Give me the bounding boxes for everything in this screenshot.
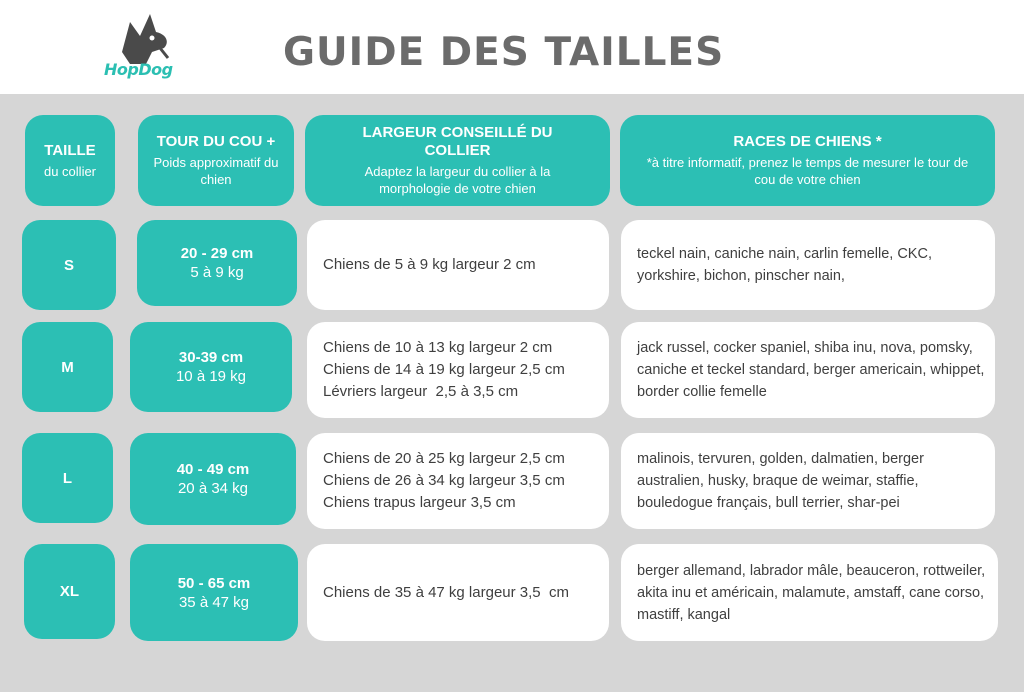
column-header-neck	[138, 115, 294, 206]
breeds-text: teckel nain, caniche nain, carlin femelle, CKC, yorkshire, bichon, pinscher nain,	[637, 246, 932, 284]
neck-range: 40 - 49 cm	[176, 461, 250, 478]
column-header-breeds	[620, 115, 995, 206]
column-header-width-title: LARGEUR CONSEILLÉ DU COLLIER	[362, 124, 553, 159]
size-cell-s	[22, 220, 116, 310]
page-header	[0, 0, 1024, 94]
weight-range: 10 à 19 kg	[175, 368, 247, 385]
weight-range: 35 à 47 kg	[178, 593, 250, 611]
size-label: XL	[59, 583, 80, 600]
column-header-breeds-title: RACES DE CHIENS *	[733, 133, 882, 150]
column-header-breeds-subtitle: *à titre informatif, prenez le temps de mesurer le tour de cou de votre chien	[646, 155, 969, 187]
column-header-size	[25, 115, 115, 206]
weight-range: 20 à 34 kg	[177, 480, 249, 497]
size-cell-l	[22, 433, 113, 523]
breeds-cell-m	[621, 322, 995, 418]
neck-cell-s	[137, 220, 297, 306]
breeds-text: malinois, tervuren, golden, dalmatien, berger australien, husky, braque de weimar, staffie, bouledogue français, bull terrier, shar-pei	[637, 451, 924, 511]
width-line: Chiens de 35 à 47 kg largeur 3,5 cm	[323, 583, 569, 601]
neck-range: 50 - 65 cm	[177, 574, 251, 592]
column-header-neck-title: TOUR DU COU +	[156, 133, 276, 150]
neck-cell-l	[130, 433, 296, 525]
width-line: Chiens de 5 à 9 kg largeur 2 cm	[323, 256, 536, 273]
neck-cell-xl	[130, 544, 298, 641]
breeds-cell-s	[621, 220, 995, 310]
size-label: L	[62, 469, 73, 487]
width-line: Chiens de 20 à 25 kg largeur 2,5 cm	[323, 450, 565, 467]
page-title: GUIDE DES TAILLES	[283, 30, 725, 75]
column-header-size-subtitle: du collier	[43, 163, 97, 179]
weight-range: 5 à 9 kg	[190, 264, 244, 281]
width-cell-xl	[307, 544, 609, 641]
size-label: S	[63, 256, 74, 274]
width-line: Chiens de 26 à 34 kg largeur 3,5 cm	[323, 472, 565, 489]
size-cell-xl	[24, 544, 115, 639]
width-cell-s	[307, 220, 609, 310]
column-header-neck-subtitle: Poids approximatif du chien	[153, 155, 279, 187]
neck-range: 30-39 cm	[178, 349, 244, 366]
breeds-cell-l	[621, 433, 995, 529]
column-header-size-title: TAILLE	[44, 141, 96, 159]
width-cell-m	[307, 322, 609, 418]
neck-range: 20 - 29 cm	[180, 245, 254, 262]
column-header-width-subtitle: Adaptez la largeur du collier à la morphologie de votre chien	[364, 164, 551, 196]
neck-cell-m	[130, 322, 292, 412]
width-cell-l	[307, 433, 609, 529]
size-cell-m	[22, 322, 113, 412]
size-label: M	[61, 358, 74, 376]
width-line: Chiens de 14 à 19 kg largeur 2,5 cm	[323, 361, 565, 378]
logo-text: HopDog	[104, 60, 173, 79]
breeds-text: berger allemand, labrador mâle, beauceron, rottweiler, akita inu et américain, malamute, amstaff, cane corso, mastiff, kangal	[637, 562, 986, 623]
width-line: Chiens de 10 à 13 kg largeur 2 cm	[323, 339, 553, 356]
width-line: Chiens trapus largeur 3,5 cm	[323, 494, 516, 511]
width-line: Lévriers largeur 2,5 à 3,5 cm	[323, 383, 519, 400]
column-header-width	[305, 115, 610, 206]
breeds-cell-xl	[621, 544, 998, 641]
breeds-text: jack russel, cocker spaniel, shiba inu, nova, pomsky, caniche et teckel standard, berger americain, whippet, border collie femelle	[637, 340, 985, 400]
